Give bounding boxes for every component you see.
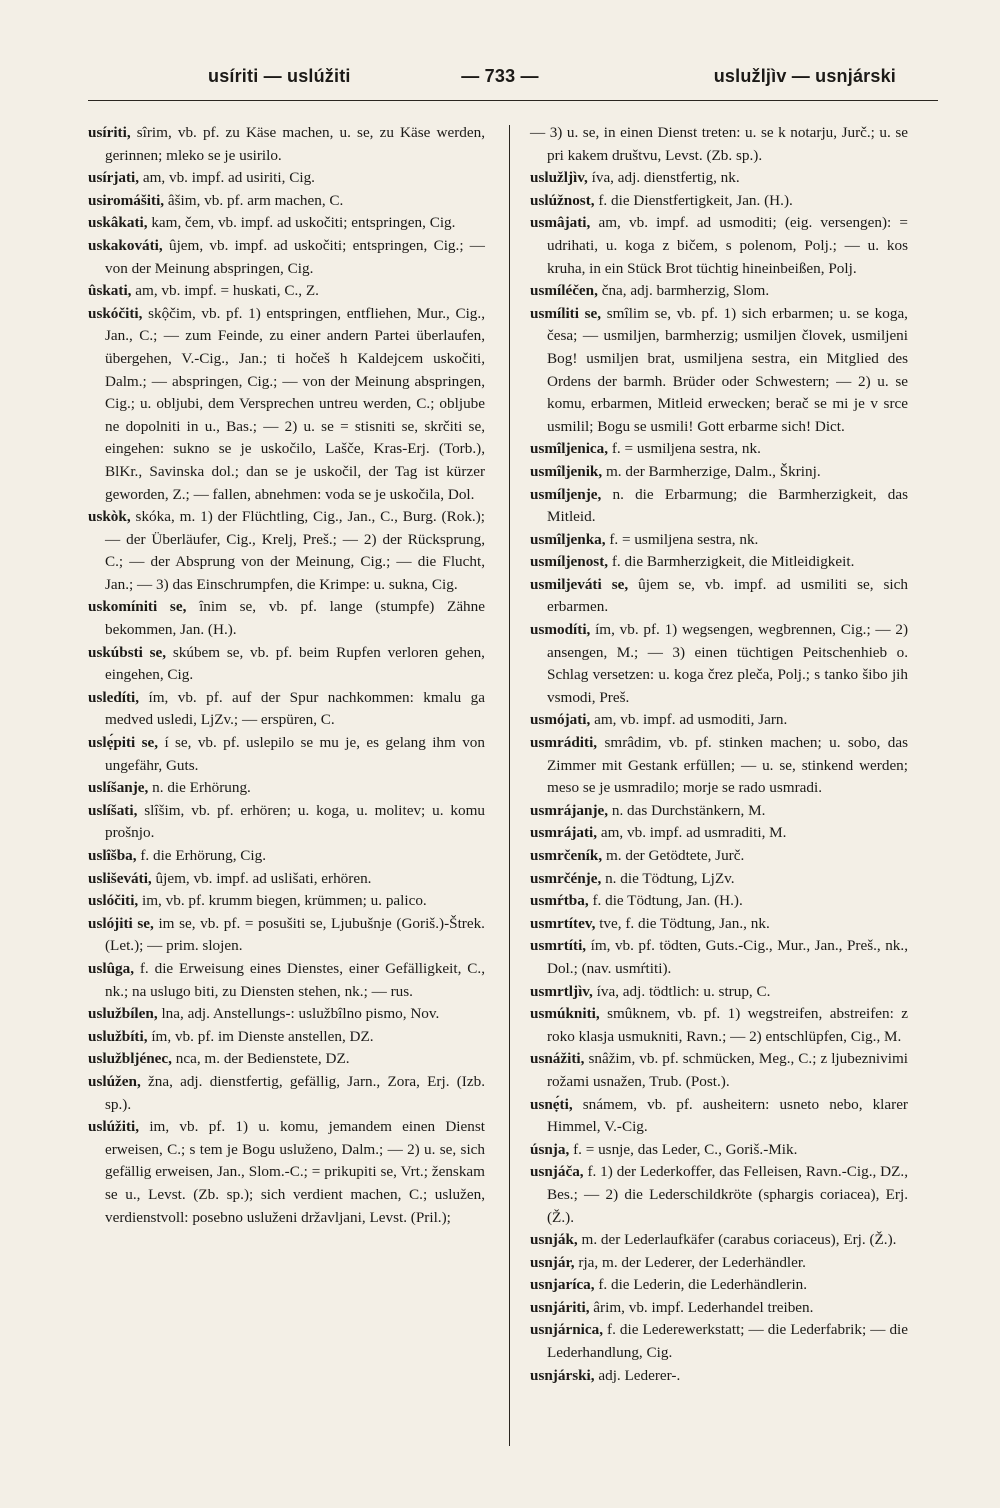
dictionary-entry	[530, 732, 908, 800]
dictionary-entry	[88, 642, 485, 687]
entry-definition: f. die Erweisung eines Dienstes, einer Gefälligkeit, C., nk.; na uslugo biti, zu Diensten stehen, nk.; — rus.	[105, 959, 485, 1000]
entry-definition: im, vb. pf. 1) u. komu, jemandem einen Dienst erweisen, C.; s tem je Bogu usluženo, Dalm.; — 2) u. se, sich gefällig erweisen, Jan., Slom.-C.; = prikupiti se, Vrt.; ženskam se u., Levst. (Zb. sp.); sich verdient machen, C.; uslužen, verdienstvoll: posebno usluženi državljani, Levst. (Pril.);	[105, 1118, 485, 1226]
dictionary-entry	[530, 845, 908, 868]
entry-definition: ím, vb. pf. 1) wegsengen, wegbrennen, Cig.; — 2) ansengen, M.; — 3) einen tüchtigen Peitschenhieb o. Schlag versetzen: u. koga črez pleča, Polj.; s tanko šibo jih vsmodi, Preš.	[547, 621, 908, 706]
dictionary-entry	[88, 190, 485, 213]
entry-definition: rja, m. der Lederer, der Lederhändler.	[574, 1253, 806, 1271]
entry-definition: âšim, vb. pf. arm machen, C.	[164, 191, 344, 209]
entry-headword: usmodíti,	[530, 621, 591, 639]
dictionary-entry	[530, 913, 908, 936]
entry-headword: ûskati,	[88, 282, 132, 300]
entry-definition: ím, vb. pf. tödten, Guts.-Cig., Mur., Jan., Preš., nk., Dol.; (nav. usmŕtiti).	[547, 937, 908, 977]
dictionary-entry	[530, 1297, 908, 1320]
entry-definition: n. das Durchstänkern, M.	[608, 801, 766, 819]
entry-headword: usmiljeváti se,	[530, 575, 629, 593]
dictionary-entry	[88, 1048, 485, 1071]
entry-definition: žna, adj. dienstfertig, gefällig, Jarn., Zora, Erj. (Izb. sp.).	[105, 1072, 485, 1113]
entry-headword: uslužbílen,	[88, 1005, 158, 1023]
entry-headword: uskóčiti,	[88, 304, 143, 322]
dictionary-entry	[530, 1229, 908, 1252]
dictionary-entry	[88, 596, 485, 641]
dictionary-entry	[88, 235, 485, 280]
entry-headword: uskòk,	[88, 508, 131, 526]
entry-definition: înim se, vb. pf. lange (stumpfe) Zähne bekommen, Jan. (H.).	[105, 598, 485, 639]
entry-headword: uslíšanje,	[88, 779, 149, 797]
dictionary-entry	[530, 1252, 908, 1275]
column-divider	[509, 125, 510, 1446]
entry-headword: usnjaríca,	[530, 1276, 595, 1294]
dictionary-entry	[88, 890, 485, 913]
entry-definition: skóka, m. 1) der Flüchtling, Cig., Jan., C., Burg. (Rok.); — der Überläufer, Cig., Krelj, Preš.; — 2) der Rücksprung, C.; — der Absprung von der Meinung, Cig.; — die Flucht, Jan.; — 3) das Einschrumpfen, die Krimpe: u. sukna, Cig.	[105, 508, 485, 593]
entry-headword: usnják,	[530, 1231, 578, 1249]
entry-headword: usmrtíti,	[530, 937, 587, 955]
entry-headword: uslóčiti,	[88, 892, 139, 910]
entry-definition: ûjem, vb. impf. ad uslišati, erhören.	[151, 869, 372, 887]
entry-definition: m. der Barmherzige, Dalm., Škrinj.	[602, 462, 821, 480]
entry-definition: n. die Erbarmung; die Barmherzigkeit, das Mitleid.	[547, 485, 908, 526]
entry-headword: usmrtítev,	[530, 914, 596, 932]
dictionary-entry	[88, 212, 485, 235]
dictionary-entry	[530, 1139, 908, 1162]
dictionary-entry	[88, 777, 485, 800]
dictionary-entry	[530, 800, 908, 823]
entry-definition: í se, vb. pf. uslepilo se mu je, es gelang ihm von ungefähr, Guts.	[105, 734, 485, 774]
dictionary-entry	[530, 574, 908, 619]
dictionary-entry	[88, 303, 485, 506]
entry-definition: ûjem, vb. impf. ad uskočiti; entspringen, Cig.; — von der Meinung abspringen, Cig.	[105, 236, 485, 277]
entry-definition: skộčim, vb. pf. 1) entspringen, entfliehen, Mur., Cig., Jan., C.; — zum Feinde, zu einer andern Partei überlaufen, übergehen, V.-Cig., Jan.; ti hočeš h Kaldejcem uskočiti, Dalm.; — abspringen, Cig.; — von der Meinung abspringen, Cig.; u. obljubi, dem Versprechen untreu werden, C.; obljube ne dopolniti in u., Bas.; — 2) u. se = stisniti se, skrčiti se, eingehen: sukno se je uskočilo, Lašče, Kras-Erj. (Torb.), BlKr., Savinska dol.; dan se je uskočil, der Tag ist kürzer geworden, Z.; — fallen, abnehmen: voda se je uskočila, Dol.	[105, 304, 485, 503]
entry-headword: usnjárski,	[530, 1366, 595, 1384]
entry-headword: uskakováti,	[88, 236, 163, 254]
entry-definition: nca, m. der Bedienstete, DZ.	[171, 1050, 350, 1068]
entry-definition: f. die Tödtung, Jan. (H.).	[588, 892, 743, 910]
running-header	[90, 62, 910, 94]
entry-definition: am, vb. impf. ad usmraditi, M.	[597, 824, 787, 842]
entry-definition: f. die Lederewerkstatt; — die Lederfabrik; — die Lederhandlung, Cig.	[547, 1321, 908, 1362]
entry-definition: sîrim, vb. pf. zu Käse machen, u. se, zu Käse werden, gerinnen; mleko se je usirilo.	[105, 124, 485, 164]
entry-headword: uslíšati,	[88, 801, 138, 819]
entry-headword: usmŕtba,	[530, 892, 589, 910]
entry-definition: f. die Barmherzigkeit, die Mitleidigkeit.	[608, 553, 855, 571]
dictionary-entry	[530, 822, 908, 845]
entry-headword: usmíljenost,	[530, 553, 609, 571]
entry-headword: usmrčénje,	[530, 869, 602, 887]
entry-definition: f. die Dienstfertigkeit, Jan. (H.).	[594, 191, 793, 209]
entry-definition: kam, čem, vb. impf. ad uskočiti; entspringen, Cig.	[147, 214, 456, 232]
entry-headword: uslûga,	[88, 959, 135, 977]
entry-headword: usiromášiti,	[88, 191, 165, 209]
entry-headword: usnjárnica,	[530, 1321, 603, 1339]
entry-headword: uslúžiti,	[88, 1118, 140, 1136]
dictionary-entry	[530, 1094, 908, 1139]
entry-headword: usnážiti,	[530, 1050, 585, 1068]
dictionary-entry	[530, 190, 908, 213]
entry-headword: usmrájati,	[530, 824, 598, 842]
entry-headword: usmîljenik,	[530, 462, 603, 480]
entry-definition: im se, vb. pf. = posušiti se, Ljubušnje (Goriš.)-Štrek. (Let.); — prim. slojen.	[105, 914, 485, 955]
entry-definition: am, vb. impf. ad usmoditi; (eig. versengen): = udrihati, u. koga z bičem, s polenom, Polj.; — u. kos kruha, in ein Stück Brot tüchtig hineinbeißen, Polj.	[547, 214, 908, 277]
dictionary-entry	[530, 890, 908, 913]
header-rule	[88, 100, 938, 101]
entry-definition: snâžim, vb. pf. schmücken, Meg., C.; z ljubeznivimi rožami usnažen, Trub. (Post.).	[547, 1050, 908, 1090]
header-left-guide: usíriti — uslúžiti	[208, 66, 351, 86]
dictionary-entry	[530, 280, 908, 303]
entry-headword: usnjáča,	[530, 1163, 584, 1181]
entry-definition: slîšim, vb. pf. erhören; u. koga, u. molitev; u. komu prošnjo.	[105, 801, 485, 842]
entry-headword: usmráditi,	[530, 734, 598, 752]
entry-headword: usmrtljìv,	[530, 982, 593, 1000]
dictionary-entry	[530, 303, 908, 439]
dictionary-entry	[88, 167, 485, 190]
entry-headword: usmrčeník,	[530, 847, 603, 864]
dictionary-entry	[88, 868, 485, 891]
entry-definition: am, vb. impf. = huskati, C., Z.	[131, 282, 319, 300]
dictionary-entry	[88, 122, 485, 167]
entry-definition: ârim, vb. impf. Lederhandel treiben.	[589, 1298, 814, 1316]
entry-definition: am, vb. impf. ad usmoditi, Jarn.	[590, 711, 788, 729]
dictionary-entry	[530, 1161, 908, 1229]
entry-headword: usnẹ́ti,	[530, 1095, 573, 1113]
entry-headword: usmîljenica,	[530, 440, 609, 458]
entry-definition: snámem, vb. pf. ausheitern: usneto nebo, klarer Himmel, V.-Cig.	[547, 1095, 908, 1136]
dictionary-entry	[88, 1026, 485, 1049]
entry-headword: usírjati,	[88, 169, 140, 187]
dictionary-entry	[530, 1003, 908, 1048]
entry-headword: uslúžnost,	[530, 191, 595, 209]
entry-headword: usmîljenka,	[530, 530, 606, 548]
dictionary-entry	[530, 935, 908, 980]
entry-definition: f. 1) der Lederkoffer, das Felleisen, Ravn.-Cig., DZ., Bes.; — 2) die Lederschildkröte (sphargis coriacea), Erj. (Ž.).	[547, 1163, 908, 1226]
entry-definition: ím, vb. pf. auf der Spur nachkommen: kmalu ga medved usledi, LjZv.; — erspüren, C.	[105, 688, 485, 729]
dictionary-entry	[530, 484, 908, 529]
dictionary-entry	[88, 732, 485, 777]
entry-definition: f. = usmiljena sestra, nk.	[608, 440, 761, 458]
entry-headword: uslójiti se,	[88, 914, 154, 932]
entry-headword: uslẹ́piti se,	[88, 734, 159, 752]
entry-definition: íva, adj. tödtlich: u. strup, C.	[592, 982, 771, 1000]
entry-headword: usliševáti,	[88, 869, 152, 887]
dictionary-entry	[88, 1116, 485, 1229]
entry-headword: uslužljìv,	[530, 169, 588, 187]
entry-definition: smrâdim, vb. pf. stinken machen; u. sobo, das Zimmer mit Gestank erfüllen; — u. se, stinkend werden; meso se je usmradilo; morje se rado usmradi.	[547, 734, 908, 797]
dictionary-entry	[530, 212, 908, 280]
entry-definition: ûjem se, vb. impf. ad usmiliti se, sich erbarmen.	[547, 575, 908, 616]
entry-headword: usledíti,	[88, 688, 140, 706]
entry-definition: íva, adj. dienstfertig, nk.	[587, 169, 740, 187]
dictionary-entry	[88, 280, 485, 303]
entry-headword: uslúžen,	[88, 1072, 141, 1090]
dictionary-entry	[88, 687, 485, 732]
dictionary-entry	[530, 529, 908, 552]
dictionary-entry	[88, 913, 485, 958]
entry-headword: usmúkniti,	[530, 1005, 600, 1023]
entry-definition: am, vb. impf. ad usiriti, Cig.	[139, 169, 315, 187]
entry-definition: m. der Lederlaufkäfer (carabus coriaceus), Erj. (Ž.).	[577, 1231, 897, 1249]
dictionary-entry	[88, 506, 485, 596]
dictionary-entry	[530, 868, 908, 891]
dictionary-entry	[530, 709, 908, 732]
entry-headword: uskúbsti se,	[88, 643, 167, 661]
entry-headword: usíriti,	[88, 124, 131, 141]
dictionary-entry	[88, 1071, 485, 1116]
entry-headword: usmíljenje,	[530, 485, 602, 503]
entry-definition: f. die Lederin, die Lederhändlerin.	[594, 1276, 808, 1294]
entry-definition: f. die Erhörung, Cig.	[136, 847, 267, 864]
entry-definition: adj. Lederer-.	[594, 1366, 681, 1384]
dictionary-entry	[88, 1003, 485, 1026]
entry-definition: f. = usnje, das Leder, C., Goriš.-Mik.	[569, 1140, 798, 1158]
entry-headword: usmójati,	[530, 711, 591, 729]
right-column	[530, 122, 908, 1387]
entry-headword: usmrájanje,	[530, 801, 609, 819]
dictionary-entry	[530, 981, 908, 1004]
dictionary-entry	[530, 551, 908, 574]
dictionary-entry	[530, 1365, 908, 1388]
header-right-guide: uslužljìv — usnjárski	[713, 66, 896, 86]
entry-headword: uskâkati,	[88, 214, 148, 232]
entry-definition: smûknem, vb. pf. 1) wegstreifen, abstreifen: z roko klasja usmukniti, Ravn.; — 2) entschlüpfen, Cig., M.	[547, 1005, 908, 1045]
entry-definition: skúbem se, vb. pf. beim Rupfen verloren gehen, eingehen, Cig.	[105, 643, 485, 684]
entry-definition: smîlim se, vb. pf. 1) sich erbarmen; u. se koga, česa; — usmiljen, barmherzig; usmiljen človek, usmiljeni Bog! usmiljen brat, usmiljena sestra, ein Mitglied des Ordens der barmh. Brüder oder Schwestern; — 2) u. se komu, erbarmen, Mitleid erwecken; berač se mi je v srce usmilil; Bogu se usmili! Gott erbarme sich! Dict.	[547, 304, 908, 435]
entry-headword: usnjár,	[530, 1253, 575, 1271]
dictionary-entry	[530, 122, 908, 167]
entry-definition: n. die Erhörung.	[148, 779, 251, 797]
dictionary-entry	[88, 800, 485, 845]
entry-definition: m. der Getödtete, Jurč.	[602, 847, 745, 864]
dictionary-entry	[530, 461, 908, 484]
entry-headword: usnjáriti,	[530, 1298, 590, 1316]
dictionary-entry	[530, 1274, 908, 1297]
entry-definition: tve, f. die Tödtung, Jan., nk.	[595, 914, 770, 932]
entry-headword: usmíliti se,	[530, 304, 602, 322]
entry-headword: uskomíniti se,	[88, 598, 187, 616]
entry-headword: usmíléčen,	[530, 282, 598, 300]
dictionary-entry	[530, 1048, 908, 1093]
entry-headword: úsnja,	[530, 1140, 570, 1158]
page-number: — 733 —	[461, 66, 539, 86]
dictionary-entry	[88, 958, 485, 1003]
dictionary-entry	[530, 1319, 908, 1364]
left-column	[88, 122, 485, 1229]
entry-headword: uslužbíti,	[88, 1027, 148, 1045]
dictionary-entry	[88, 845, 485, 868]
entry-headword: uslîšba,	[88, 847, 137, 864]
entry-headword: uslužbljénec,	[88, 1050, 172, 1068]
dictionary-entry	[530, 167, 908, 190]
entry-headword: usmâjati,	[530, 214, 591, 232]
entry-definition: — 3) u. se, in einen Dienst treten: u. se k notarju, Jurč.; u. se pri kakem društvu, Levst. (Zb. sp.).	[530, 124, 908, 164]
entry-definition: im, vb. pf. krumm biegen, krümmen; u. palico.	[138, 892, 427, 910]
entry-definition: n. die Tödtung, LjZv.	[601, 869, 735, 887]
dictionary-entry	[530, 438, 908, 461]
entry-definition: f. = usmiljena sestra, nk.	[605, 530, 759, 548]
entry-definition: ím, vb. pf. im Dienste anstellen, DZ.	[147, 1027, 374, 1045]
entry-definition: lna, adj. Anstellungs-: uslužbîlno pismo, Nov.	[157, 1005, 440, 1023]
entry-definition: čna, adj. barmherzig, Slom.	[597, 282, 770, 300]
dictionary-entry	[530, 619, 908, 709]
